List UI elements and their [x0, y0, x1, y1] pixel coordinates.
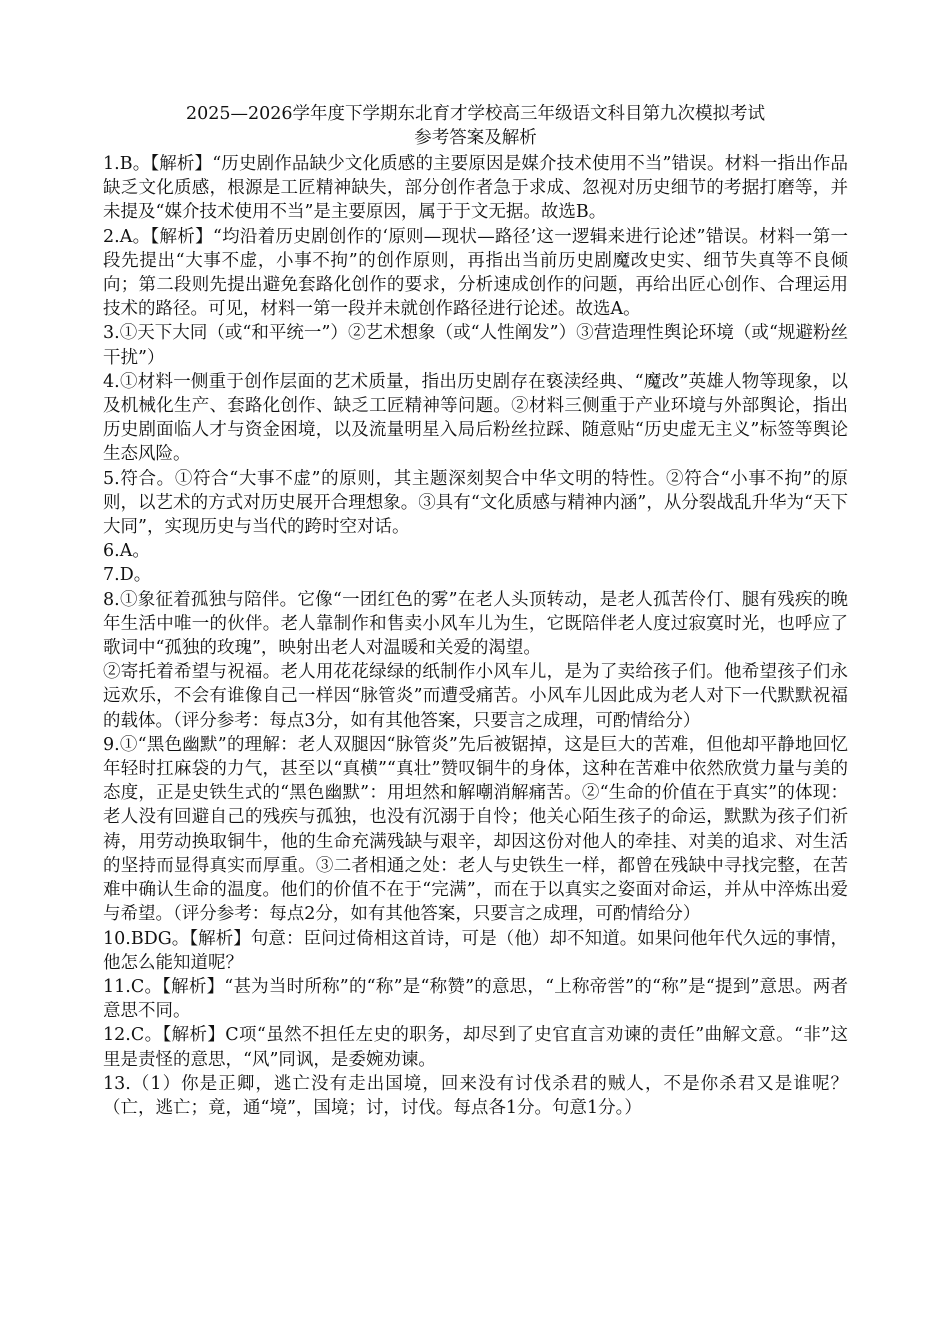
answer-item: 10.BDG。【解析】句意：臣问过倚相这首诗，可是（他）却不知道。如果问他年代久远的事情，他怎么能知道呢？	[103, 928, 848, 973]
answer-item: 3.①天下大同（或“和平统一”）②艺术想象（或“人性阐发”）③营造理性舆论环境（或“规避粉丝干扰”）	[103, 323, 848, 368]
answer-item: 11.C。【解析】“甚为当时所称”的“称”是“称赞”的意思，“上称帝喾”的“称”是“提到”意思。两者意思不同。	[103, 976, 848, 1022]
answer-item: 7.D。	[103, 565, 152, 586]
answer-item: ②寄托着希望与祝福。老人用花花绿绿的纸制作小风车儿，是为了卖给孩子们。他希望孩子们永远欢乐，不会有谁像自己一样因“脉管炎”而遭受痛苦。小风车儿因此成为老人对下一代默默祝福的载体。（评分参考：每点3分，如有其他答案，只要言之成理，可酌情给分）	[103, 662, 848, 731]
answer-item: 13.（1）你是正卿，逃亡没有走出国境，回来没有讨伐杀君的贼人，不是你杀君又是谁呢？（亡，逃亡；竟，通“境”，国境；讨，讨伐。每点各1分。句意1分。）	[103, 1073, 848, 1118]
document-title: 2025—2026学年度下学期东北育才学校高三年级语文科目第九次模拟考试	[185, 104, 766, 124]
answer-item: 5.符合。①符合“大事不虚”的原则，其主题深刻契合中华文明的特性。②符合“小事不拘”的原则，以艺术的方式对历史展开合理想象。③具有“文化质感与精神内涵”，从分裂战乱升华为“天下大同”，实现历史与当代的跨时空对话。	[103, 468, 848, 538]
answer-item: 6.A。	[103, 541, 150, 562]
answer-item: 1.B。【解析】“历史剧作品缺少文化质感的主要原因是媒介技术使用不当”错误。材料一指出作品缺乏文化质感，根源是工匠精神缺失，部分创作者急于求成、忽视对历史细节的考据打磨等，并未提及“媒介技术使用不当”是主要原因，属于于文无据。故选B。	[103, 154, 848, 223]
document-subtitle: 参考答案及解析	[414, 128, 537, 148]
answer-item: 9.①“黑色幽默”的理解：老人双腿因“脉管炎”先后被锯掉，这是巨大的苦难，但他却平静地回忆年轻时扛麻袋的力气，甚至以“真横”“真壮”赞叹铜牛的身体，这种在苦难中依然欣赏力量与美的态度，正是史铁生式的“黑色幽默”：用坦然和解嘲消解痛苦。②“生命的价值在于真实”的体现：老人没有回避自己的残疾与孤独，也没有沉溺于自怜；他关心陌生孩子的命运，默默为孩子们祈祷，用劳动换取铜牛，他的生命充满残缺与艰辛，却因这份对他人的牵挂、对美的追求、对生活的坚持而显得真实而厚重。③二者相通之处：老人与史铁生一样，都曾在残缺中寻找完整，在苦难中确认生命的温度。他们的价值不在于“完满”，而在于以真实之姿面对命运，并从中淬炼出爱与希望。（评分参考：每点2分，如有其他答案，只要言之成理，可酌情给分）	[103, 734, 848, 925]
answer-item: 2.A。【解析】“均沿着历史剧创作的‘原则—现状—路径’这一逻辑来进行论述”错误。材料一第一段先提出“大事不虚，小事不拘”的创作原则，再指出当前历史剧魔改史实、细节失真等不良倾向；第二段则先提出避免套路化创作的要求，分析速成创作的问题，再给出匠心创作、合理运用技术的路径。可见，材料一第一段并未就创作路径进行论述。故选A。	[103, 226, 848, 320]
answer-item: 8.①象征着孤独与陪伴。它像“一团红色的雾”在老人头顶转动，是老人孤苦伶仃、腿有残疾的晚年生活中唯一的伙伴。老人靠制作和售卖小风车儿为生，它既陪伴老人度过寂寞时光，也呼应了歌词中“孤独的玫瑰”，映射出老人对温暖和关爱的渴望。	[103, 589, 848, 659]
answer-item: 4.①材料一侧重于创作层面的艺术质量，指出历史剧存在亵渎经典、“魔改”英雄人物等现象，以及机械化生产、套路化创作、缺乏工匠精神等问题。②材料三侧重于产业环境与外部舆论，指出历史剧面临人才与资金困境，以及流量明星入局后粉丝拉踩、随意贴“历史虚无主义”标签等舆论生态风险。	[103, 371, 848, 465]
answer-item: 12.C。【解析】C项“虽然不担任左史的职务，却尽到了史官直言劝谏的责任”曲解文意。“非”这里是责怪的意思，“风”同讽，是委婉劝谏。	[103, 1025, 848, 1070]
answer-document	[103, 102, 848, 1120]
